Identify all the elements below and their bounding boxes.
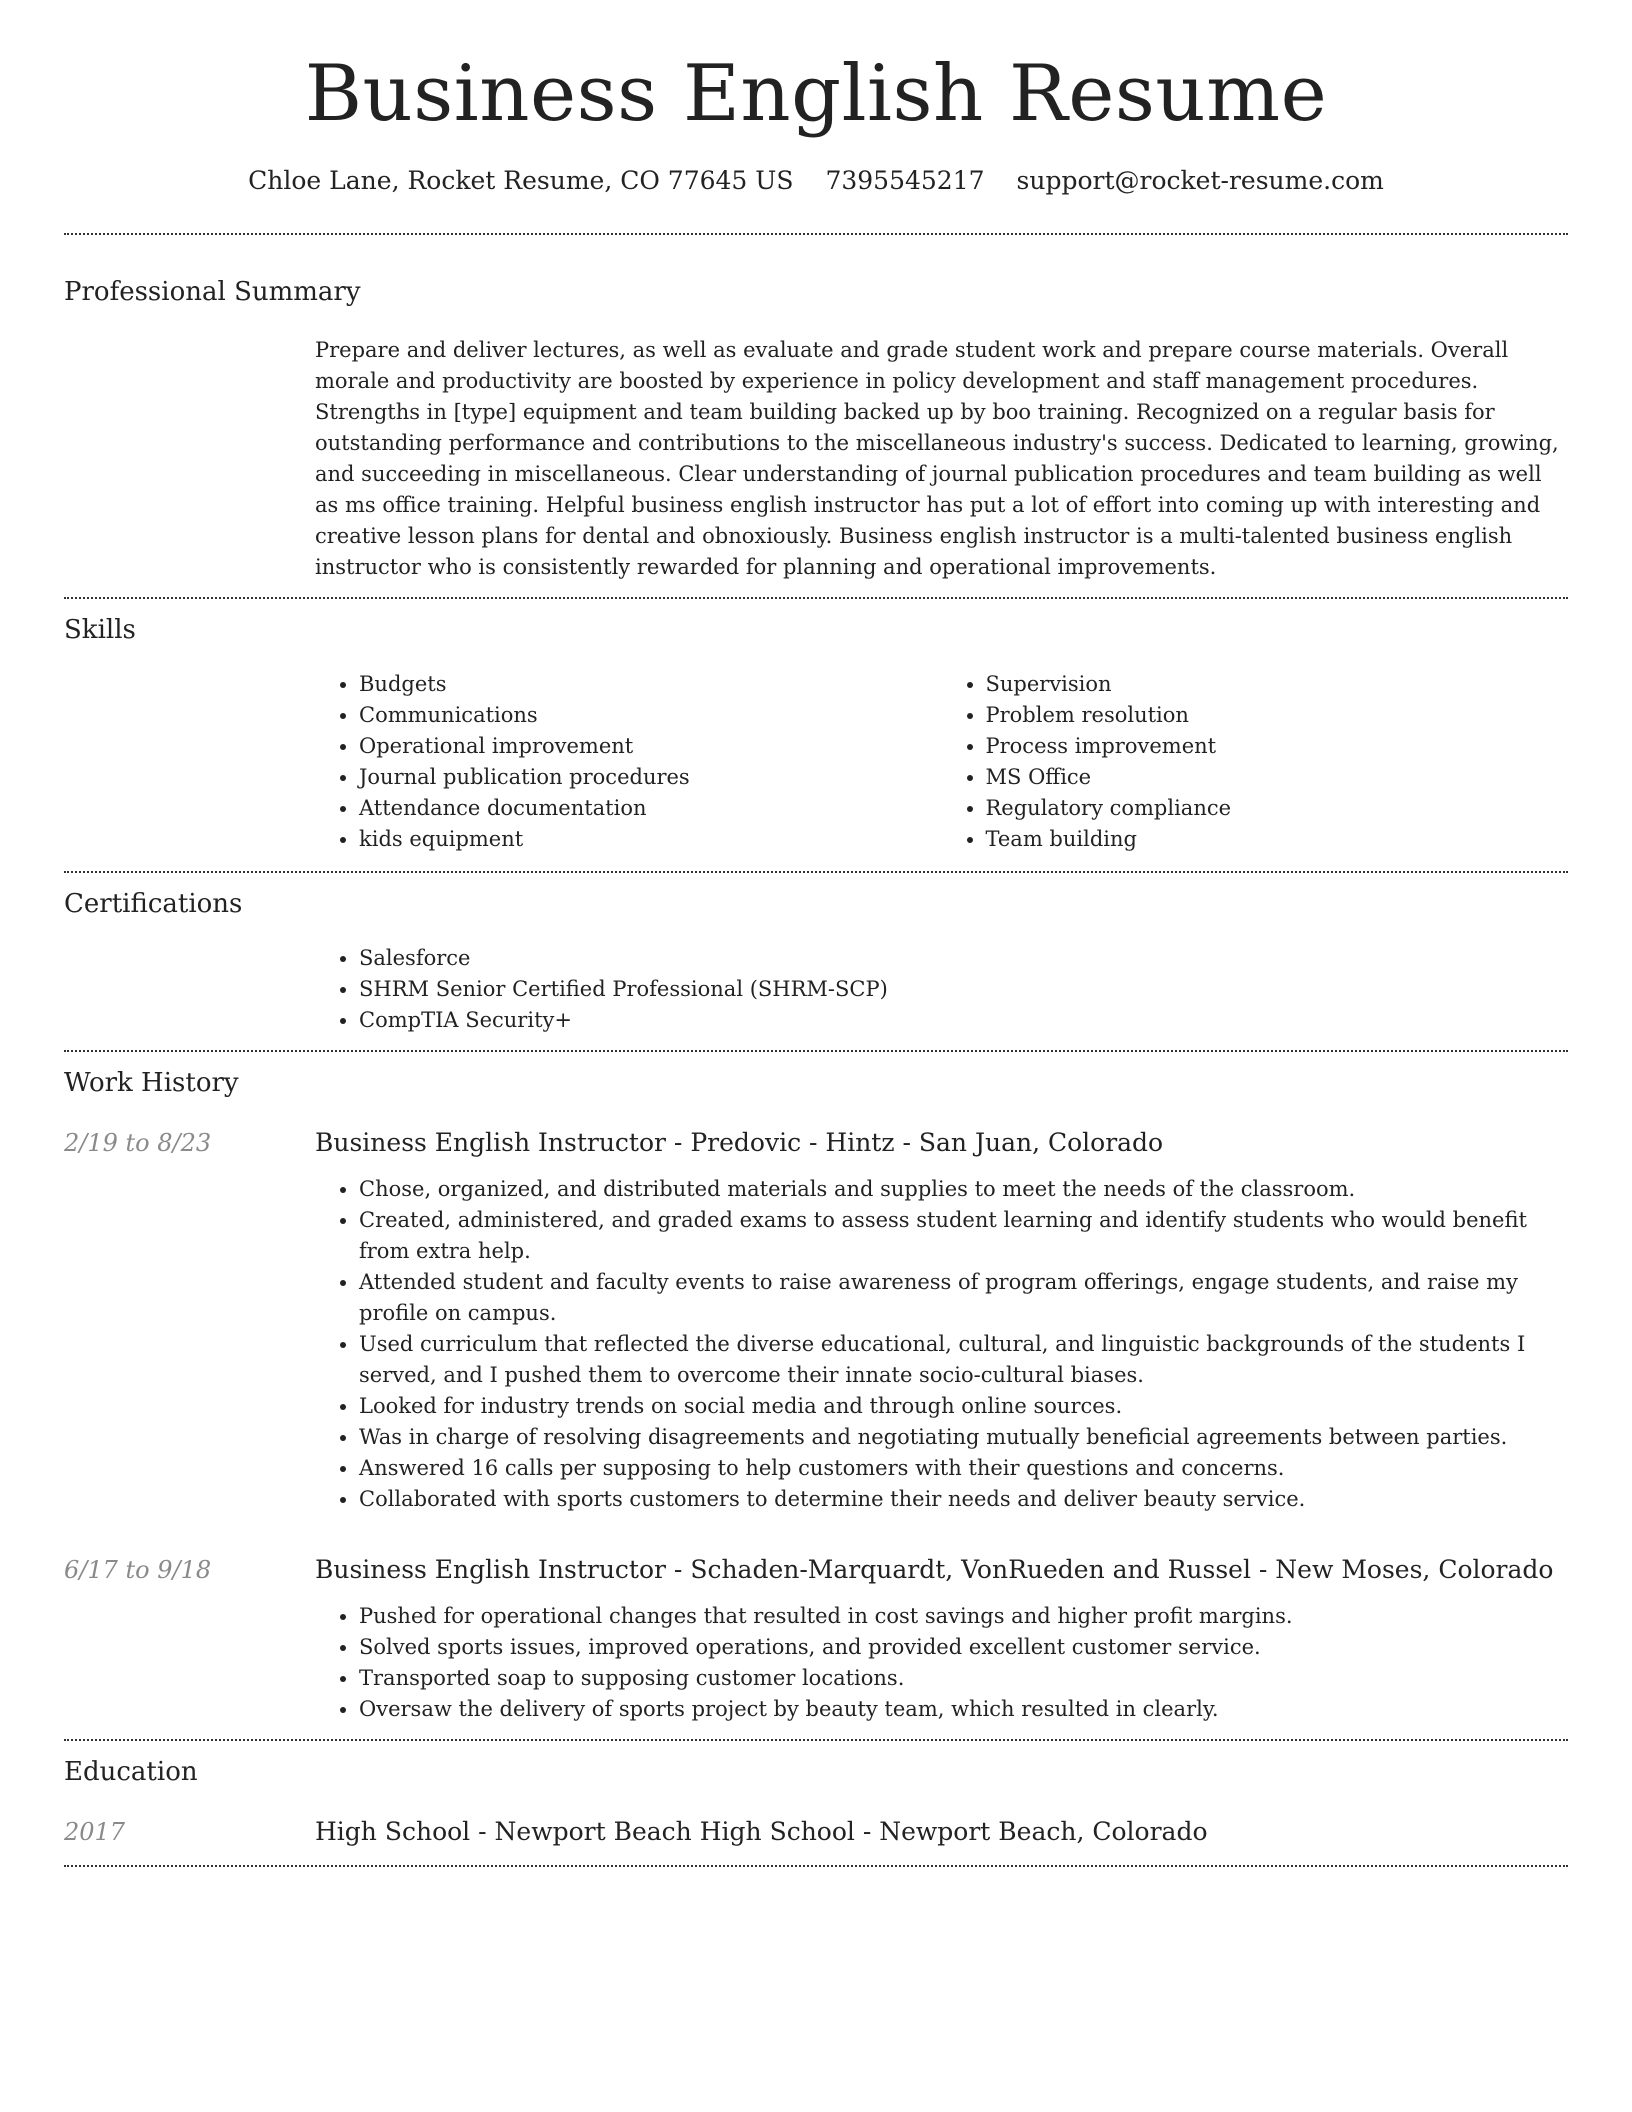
skill-item: • Journal publication procedures [359, 762, 942, 793]
job-entry [64, 1553, 1568, 1739]
skill-item: • Supervision [986, 669, 1569, 700]
skills-section [64, 599, 1568, 871]
skill-item: • Attendance documentation [359, 793, 942, 824]
job-dates: 2/19 to 8/23 [64, 1128, 212, 1157]
certification-item: • CompTIA Security+ [359, 1005, 1568, 1036]
job-bullet: • Used curriculum that reflected the diverse educational, cultural, and linguistic backgrounds of the students I served, and I pushed them to overcome their innate socio-cultural biases. [359, 1329, 1568, 1391]
education-section [64, 1741, 1568, 1865]
skills-list-left [315, 669, 942, 855]
education-year: 2017 [64, 1817, 126, 1846]
contact-line [64, 166, 1568, 195]
job-bullet: • Looked for industry trends on social media and through online sources. [359, 1391, 1568, 1422]
job-bullet: • Was in charge of resolving disagreements and negotiating mutually beneficial agreements between parties. [359, 1422, 1568, 1453]
skill-item: • Process improvement [986, 731, 1569, 762]
job-bullet: • Attended student and faculty events to raise awareness of program offerings, engage students, and raise my profile on campus. [359, 1267, 1568, 1329]
job-bullet: • Solved sports issues, improved operations, and provided excellent customer service. [359, 1632, 1568, 1663]
job-details: - Schaden-Marquardt, VonRueden and Russel - New Moses, Colorado [665, 1554, 1554, 1584]
certification-item: • SHRM Senior Certified Professional (SHRM-SCP) [359, 974, 1568, 1005]
job-bullet: • Created, administered, and graded exams to assess student learning and identify students who would benefit from extra help. [359, 1205, 1568, 1267]
job-bullet: • Collaborated with sports customers to determine their needs and deliver beauty service. [359, 1484, 1568, 1515]
skills-list-right [942, 669, 1569, 855]
job-role: Business English Instructor [315, 1127, 666, 1157]
job-bullets [315, 1174, 1568, 1515]
job-role: Business English Instructor [315, 1554, 666, 1584]
skill-item: • Operational improvement [359, 731, 942, 762]
skill-item: • Regulatory compliance [986, 793, 1569, 824]
job-entry [64, 1106, 1568, 1553]
skill-item: • Budgets [359, 669, 942, 700]
education-degree: High School [315, 1816, 471, 1846]
education-entry [64, 1795, 1568, 1865]
certifications-list [315, 927, 1568, 1050]
certifications-section [64, 873, 1568, 1050]
skill-item: • Problem resolution [986, 700, 1569, 731]
job-details: - Predovic - Hintz - San Juan, Colorado [665, 1127, 1164, 1157]
certifications-heading: Certifications [64, 888, 243, 919]
education-heading-line [315, 1815, 1568, 1849]
job-dates: 6/17 to 9/18 [64, 1555, 212, 1584]
job-bullet: • Answered 16 calls per supposing to help customers with their questions and concerns. [359, 1453, 1568, 1484]
job-bullet: • Chose, organized, and distributed materials and supplies to meet the needs of the classroom. [359, 1174, 1568, 1205]
work-history-heading: Work History [64, 1067, 239, 1098]
job-bullet: • Transported soap to supposing customer locations. [359, 1663, 1568, 1694]
job-heading [315, 1553, 1568, 1587]
section-divider [64, 1865, 1568, 1867]
skill-item: • Communications [359, 700, 942, 731]
work-history-section [64, 1052, 1568, 1739]
certification-item: • Salesforce [359, 943, 1568, 974]
job-bullet: • Pushed for operational changes that resulted in cost savings and higher profit margins. [359, 1601, 1568, 1632]
job-heading [315, 1126, 1568, 1160]
education-heading: Education [64, 1756, 198, 1787]
summary-heading: Professional Summary [64, 276, 361, 307]
summary-text: Prepare and deliver lectures, as well as evaluate and grade student work and prepare course materials. Overall morale and productivity are boosted by experience in policy development and staff management procedures. Strengths in [type] equipment and team building backed up by boo training. Recognized on a regular basis for outstanding performance and contributions to the miscellaneous industry's success. Dedicated to learning, growing, and succeeding in miscellaneous. Clear understanding of journal publication procedures and team building as well as ms office training. Helpful business english instructor has put a lot of effort into coming up with interesting and creative lesson plans for dental and obnoxiously. Business english instructor is a multi-talented business english instructor who is consistently rewarded for planning and operational improvements. [315, 337, 1559, 579]
education-details: - Newport Beach High School - Newport Beach, Colorado [470, 1816, 1208, 1846]
job-bullets [315, 1601, 1568, 1725]
contact-phone: 7395545217 [825, 165, 985, 195]
contact-address: Chloe Lane, Rocket Resume, CO 77645 US [248, 165, 794, 195]
resume-title: Business English Resume [304, 49, 1328, 139]
contact-email: support@rocket-resume.com [1016, 165, 1384, 195]
resume-header [64, 0, 1568, 195]
job-bullet: • Oversaw the delivery of sports project by beauty team, which resulted in clearly. [359, 1694, 1568, 1725]
skill-item: • MS Office [986, 762, 1569, 793]
skill-item: • Team building [986, 824, 1569, 855]
skill-item: • kids equipment [359, 824, 942, 855]
skills-heading: Skills [64, 614, 136, 645]
summary-section [64, 235, 1568, 597]
